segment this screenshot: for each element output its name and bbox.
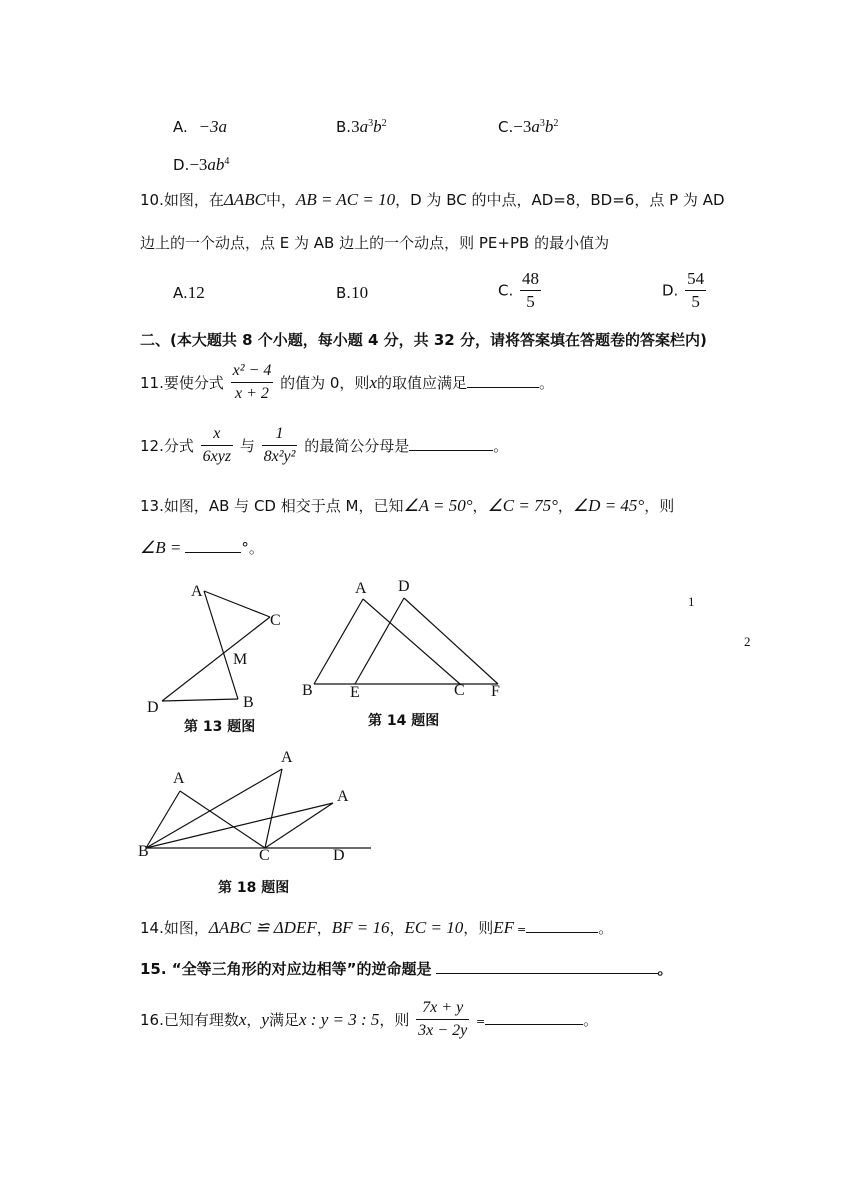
fig18-label-a2: A bbox=[281, 749, 293, 766]
q13-text-a: 13.如图，AB 与 CD 相交于点 M，已知 bbox=[140, 497, 404, 515]
fig14-segment-ab bbox=[314, 599, 363, 684]
q9-option-c-exp2: 2 bbox=[553, 118, 559, 129]
q9-option-a bbox=[173, 117, 227, 137]
q13-degree-sign: °。 bbox=[241, 539, 264, 557]
fig14-segment-ed bbox=[355, 598, 404, 684]
q16-var-x: x bbox=[238, 1010, 247, 1029]
q9-option-d-coef: −3 bbox=[189, 155, 208, 174]
q14-sep-1: ， bbox=[316, 919, 332, 937]
q9-option-c bbox=[498, 117, 558, 137]
q10-text-line2: 边上的一个动点，点 E 为 AB 边上的一个动点，则 PE+PB 的最小值为 bbox=[140, 234, 610, 252]
fig13-label-d: D bbox=[147, 699, 159, 716]
q10-option-d bbox=[662, 268, 708, 313]
q16-ratio: x : y = 3 : 5 bbox=[298, 1010, 380, 1029]
q14 bbox=[140, 917, 613, 938]
q11-denominator: x + 2 bbox=[235, 385, 269, 402]
q10-option-b bbox=[336, 283, 368, 303]
q14-text-f: 。 bbox=[598, 919, 614, 937]
q12-fraction-1-numerator: x bbox=[201, 423, 233, 446]
q9-option-b-var-b: b bbox=[373, 117, 382, 136]
q12-text-b: 与 bbox=[239, 437, 255, 455]
q16-equals: = bbox=[475, 1015, 486, 1028]
fig18-label-a3: A bbox=[337, 788, 349, 805]
fig14-label-f: F bbox=[491, 683, 500, 700]
q10-option-c-denominator: 5 bbox=[526, 292, 535, 311]
q14-ef: EF bbox=[493, 918, 514, 937]
fig18-label-a1: A bbox=[173, 770, 185, 787]
fig13-label-m: M bbox=[233, 651, 248, 668]
q15-text-b: 。 bbox=[657, 960, 673, 978]
fig18-caption: 第 18 题图 bbox=[218, 880, 290, 896]
q10-option-d-numerator: 54 bbox=[685, 268, 706, 291]
q13-line1 bbox=[140, 495, 674, 516]
q11 bbox=[140, 360, 554, 405]
fig13-label-b: B bbox=[243, 694, 254, 711]
figure-14 bbox=[298, 572, 518, 702]
fig18-segment-a2-c bbox=[265, 769, 282, 848]
q14-bf: BF = 16 bbox=[331, 918, 390, 937]
fig13-label-c: C bbox=[270, 612, 281, 629]
q9-option-b-label: B. bbox=[336, 118, 352, 136]
fig18-segment-a3-c bbox=[265, 803, 333, 848]
fig14-segment-df bbox=[404, 598, 498, 684]
q9-option-b-exp1: 3 bbox=[368, 118, 374, 129]
q10-option-a-label: A. bbox=[173, 284, 188, 302]
q15-text-a: 15. “全等三角形的对应边相等”的逆命题是 bbox=[140, 960, 432, 978]
q12 bbox=[140, 423, 508, 468]
q9-option-d-var: ab bbox=[207, 155, 225, 174]
q15-answer-blank[interactable] bbox=[436, 959, 658, 974]
q9-option-b bbox=[336, 117, 387, 137]
q10-option-d-label: D. bbox=[662, 281, 679, 300]
q12-fraction-2-denominator: 8x²y² bbox=[263, 448, 296, 465]
q16-text-a: 16.已知有理数 bbox=[140, 1011, 239, 1029]
q9-option-c-label: C. bbox=[498, 118, 514, 136]
q14-text-d: ，则 bbox=[463, 919, 494, 937]
fig14-segment-ac bbox=[363, 599, 460, 684]
q13-angle-d: ∠D = 45° bbox=[572, 496, 645, 515]
fig14-label-b: B bbox=[302, 682, 313, 699]
fig18-segment-b-a1 bbox=[146, 791, 180, 848]
q10-text-a: 10.如图，在 bbox=[140, 191, 224, 209]
q10-option-d-denominator: 5 bbox=[691, 292, 700, 311]
q12-answer-blank[interactable] bbox=[409, 436, 493, 451]
q10-option-a-value: 12 bbox=[187, 283, 205, 302]
fig18-label-d: D bbox=[333, 847, 345, 864]
q13-sep-1: ， bbox=[472, 497, 488, 515]
q12-fraction-1-denominator: 6xyz bbox=[202, 448, 232, 465]
fig18-label-c: C bbox=[259, 847, 270, 864]
q10-line1 bbox=[140, 189, 725, 210]
q9-option-c-var-b: b bbox=[544, 117, 554, 136]
q9-option-d-exp: 4 bbox=[224, 156, 230, 167]
q16 bbox=[140, 997, 598, 1042]
page-mark-1: 1 bbox=[688, 594, 695, 609]
q11-text-a: 11.要使分式 bbox=[140, 374, 224, 392]
fig13-label-a: A bbox=[191, 583, 203, 600]
q13-angle-c: ∠C = 75° bbox=[487, 496, 558, 515]
q14-ec: EC = 10 bbox=[404, 918, 464, 937]
section-2-heading: 二、(本大题共 8 个小题，每小题 4 分，共 32 分，请将答案填在答题卷的答案栏内) bbox=[140, 331, 707, 349]
fig18-segment-b-a2 bbox=[146, 769, 282, 848]
q10-option-c bbox=[498, 268, 543, 313]
q9-option-c-var-a: a bbox=[531, 117, 540, 136]
q14-congruence: ΔABC ≌ ΔDEF bbox=[208, 918, 317, 937]
q14-sep-2: ， bbox=[389, 919, 405, 937]
fig13-segment-ac bbox=[204, 591, 270, 617]
q9-option-b-var-a: a bbox=[359, 117, 369, 136]
q12-fraction-2-numerator: 1 bbox=[262, 423, 298, 446]
q13-text-b: ，则 bbox=[644, 497, 675, 515]
q10-option-b-label: B. bbox=[336, 284, 352, 302]
fig18-segment-b-a3 bbox=[146, 803, 333, 848]
q11-fraction bbox=[231, 360, 274, 405]
fig18-label-b: B bbox=[138, 843, 149, 860]
fig13-caption: 第 13 题图 bbox=[184, 719, 256, 735]
q11-var-x: x bbox=[369, 373, 377, 392]
q9-option-a-label: A. bbox=[173, 118, 188, 136]
fig14-label-c: C bbox=[454, 682, 465, 699]
figure-18 bbox=[135, 742, 380, 867]
q12-fraction-1 bbox=[201, 423, 233, 468]
q10-line2 bbox=[140, 232, 609, 253]
q13-angle-b: ∠B = bbox=[140, 538, 182, 557]
fig14-label-a: A bbox=[355, 580, 367, 597]
q14-answer-blank[interactable] bbox=[526, 918, 598, 933]
q9-option-b-coef: 3 bbox=[351, 117, 360, 136]
q9-option-b-exp2: 2 bbox=[381, 118, 387, 129]
q12-text-c: 的最简公分母是 bbox=[304, 437, 410, 455]
q14-text-a: 14.如图， bbox=[140, 919, 209, 937]
fig14-label-e: E bbox=[350, 684, 360, 701]
q11-text-d: 。 bbox=[539, 374, 555, 392]
q10-triangle: ΔABC bbox=[223, 190, 266, 209]
q12-fraction-2 bbox=[262, 423, 298, 468]
q16-fraction bbox=[416, 997, 469, 1042]
q16-denominator: 3x − 2y bbox=[418, 1022, 468, 1039]
q16-var-y: y bbox=[261, 1010, 269, 1029]
q16-text-c: ，则 bbox=[379, 1011, 410, 1029]
q11-answer-blank[interactable] bbox=[467, 373, 539, 388]
q9-option-d-label: D. bbox=[173, 156, 190, 174]
q10-option-c-label: C. bbox=[498, 281, 514, 300]
q13-answer-blank[interactable] bbox=[185, 538, 241, 553]
q10-option-b-value: 10 bbox=[351, 283, 369, 302]
figure-13 bbox=[140, 575, 300, 725]
fig13-segment-db bbox=[162, 699, 238, 701]
page-mark-2: 2 bbox=[744, 634, 751, 649]
q12-text-d: 。 bbox=[493, 437, 509, 455]
q10-option-d-fraction bbox=[685, 268, 706, 313]
q10-equation: AB = AC = 10 bbox=[295, 190, 396, 209]
fig14-label-d: D bbox=[398, 578, 410, 595]
fig18-segment-a1-c bbox=[180, 791, 265, 848]
q15 bbox=[140, 958, 673, 979]
q16-answer-blank[interactable] bbox=[485, 1010, 583, 1025]
q10-option-c-fraction bbox=[520, 268, 541, 313]
q16-text-e: 。 bbox=[583, 1011, 599, 1029]
q9-option-c-exp1: 3 bbox=[539, 118, 545, 129]
q13-line2 bbox=[140, 537, 264, 558]
q12-text-a: 12.分式 bbox=[140, 437, 194, 455]
q10-option-c-numerator: 48 bbox=[520, 268, 541, 291]
q9-option-d bbox=[173, 155, 229, 175]
q11-text-c: 的取值应满足 bbox=[376, 374, 467, 392]
q13-sep-2: ， bbox=[557, 497, 573, 515]
q16-sep: ， bbox=[246, 1011, 262, 1029]
q9-option-c-coef: −3 bbox=[513, 117, 532, 136]
q14-equals: = bbox=[517, 923, 527, 936]
q10-text-c: ，D 为 BC 的中点，AD=8，BD=6，点 P 为 AD bbox=[395, 191, 725, 209]
q16-numerator: 7x + y bbox=[416, 997, 469, 1020]
q11-numerator: x² − 4 bbox=[231, 360, 274, 383]
q16-text-b: 满足 bbox=[268, 1011, 299, 1029]
fig14-caption: 第 14 题图 bbox=[368, 713, 440, 729]
q11-text-b: 的值为 0，则 bbox=[280, 374, 370, 392]
q13-angle-a: ∠A = 50° bbox=[403, 496, 473, 515]
fig13-segment-ab bbox=[204, 591, 238, 699]
q9-option-a-expr: −3a bbox=[198, 117, 228, 136]
q10-option-a bbox=[173, 283, 205, 303]
q10-text-b: 中， bbox=[265, 191, 296, 209]
